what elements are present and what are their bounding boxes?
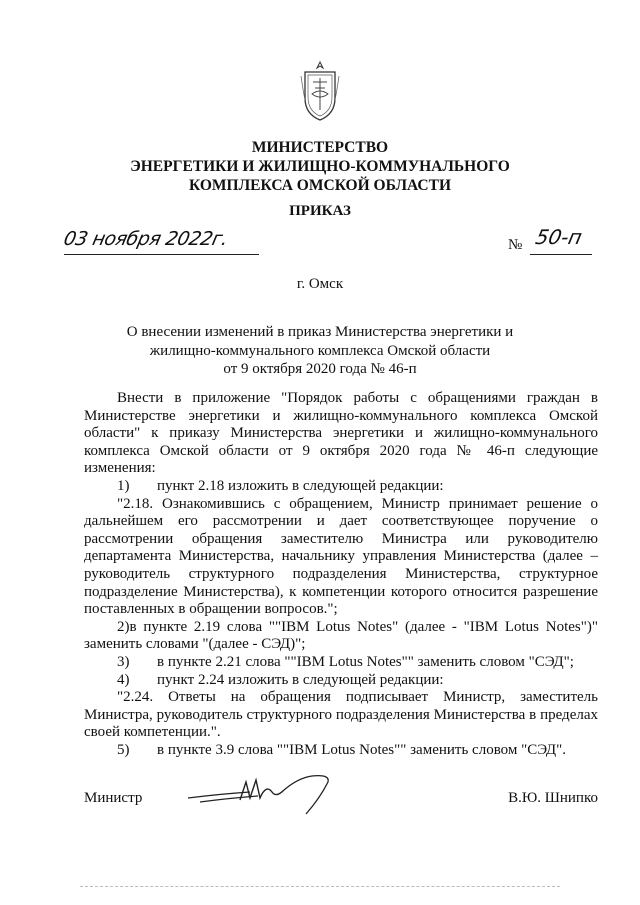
list-item-1 (84, 478, 598, 496)
quoted-paragraph-2-24: "2.24. Ответы на обращения подписывает Министр, заместитель Министра, руководитель структурного подразделения Министерства в пределах своей компетенции.". (84, 689, 598, 741)
ministry-line-2: ЭНЕРГЕТИКИ И ЖИЛИЩНО-КОММУНАЛЬНОГО (130, 158, 510, 175)
document-type: ПРИКАЗ (289, 203, 351, 219)
intro-paragraph: Внести в приложение "Порядок работы с обращениями граждан в Министерстве энергетики и жилищно-коммунального комплекса Омской области" к приказу Министерства энергетики и жилищно-коммунального комплекса Омской области от 9 октября 2020 года № 46-п следующие изменения: (84, 390, 598, 477)
order-subject (0, 323, 640, 379)
item-number: 4) (117, 671, 130, 688)
page-bottom-divider (80, 886, 560, 887)
signer-position: Министр (84, 790, 143, 806)
item-text: пункт 2.24 изложить в следующей редакции: (157, 671, 444, 688)
handwritten-number: 50-п (533, 225, 585, 249)
quoted-paragraph-2-18: "2.18. Ознакомившись с обращением, Министр принимает решение о дальнейшем его рассмотрении и дает соответствующее поручение о рассмотрении обращения заместителю Министра или руководителю департамента Министерства, начальнику управления Министерства (далее – руководитель структурного подразделения Министерства, структурное подразделение Министерства), к компетенции которого относится разрешение поставленных в обращении вопросов."; (84, 495, 598, 618)
list-item-3 (84, 654, 598, 672)
item-text: в пункте 2.21 слова ""IBM Lotus Notes"" заменить словом "СЭД"; (157, 653, 574, 670)
handwritten-date: 03 ноября 2022г. (61, 228, 230, 250)
list-item-4 (84, 672, 598, 690)
subject-line-2: жилищно-коммунального комплекса Омской области (149, 342, 491, 359)
ministry-line-1: МИНИСТЕРСТВО (251, 139, 389, 156)
subject-line-1: О внесении изменений в приказ Министерства энергетики и (126, 324, 514, 340)
item-text: в пункте 3.9 слова ""IBM Lotus Notes"" заменить словом "СЭД". (157, 741, 567, 758)
item-number: 3) (117, 653, 130, 670)
list-item-2 (84, 619, 598, 654)
coat-of-arms-icon (299, 60, 341, 122)
order-body (84, 390, 598, 759)
number-sign: № (508, 237, 523, 253)
list-item-5 (84, 742, 598, 760)
item-number: 1) (117, 477, 130, 494)
ministry-line-3: КОМПЛЕКСА ОМСКОЙ ОБЛАСТИ (188, 177, 452, 194)
date-underline (64, 254, 259, 255)
signer-name: В.Ю. Шнипко (508, 790, 598, 806)
city-name: г. Омск (296, 276, 344, 292)
number-underline (530, 254, 592, 255)
subject-line-3: от 9 октября 2020 года № 46-п (223, 361, 417, 377)
item-text: в пункте 2.19 слова ""IBM Lotus Notes" (далее - "IBM Lotus Notes")" заменить словами "(далее - СЭД)"; (84, 618, 598, 653)
item-text: пункт 2.18 изложить в следующей редакции: (157, 477, 444, 494)
ministry-name (0, 138, 640, 195)
item-number: 2) (117, 618, 130, 635)
handwritten-signature-icon (180, 768, 340, 820)
item-number: 5) (117, 741, 130, 758)
